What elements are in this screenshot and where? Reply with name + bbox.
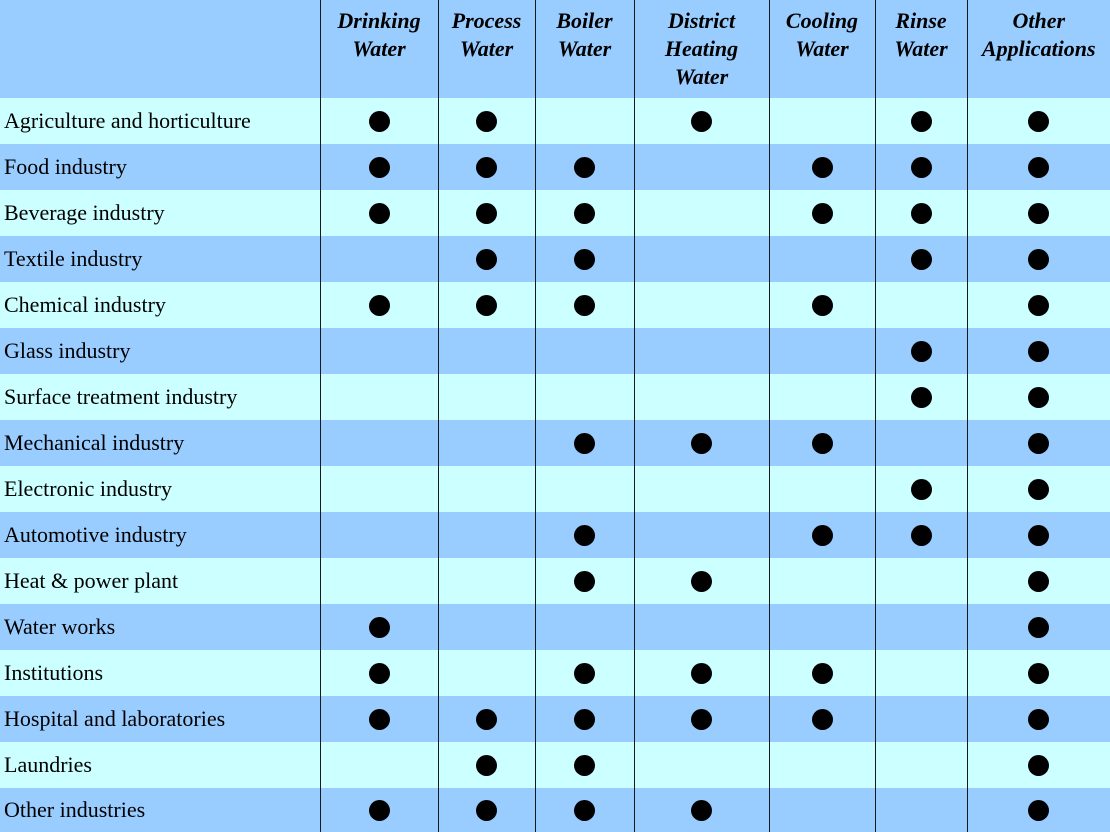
matrix-cell — [967, 236, 1110, 282]
filled-circle-icon — [1028, 295, 1049, 316]
matrix-cell — [769, 236, 875, 282]
matrix-cell — [875, 788, 967, 832]
filled-circle-icon — [1028, 203, 1049, 224]
table-row — [0, 236, 1110, 282]
matrix-cell — [967, 144, 1110, 190]
filled-circle-icon — [574, 663, 595, 684]
matrix-cell — [438, 328, 535, 374]
row-label: Textile industry — [0, 236, 320, 282]
matrix-cell — [875, 282, 967, 328]
row-label: Food industry — [0, 144, 320, 190]
matrix-cell — [967, 604, 1110, 650]
matrix-cell — [438, 190, 535, 236]
table-row — [0, 696, 1110, 742]
filled-circle-icon — [574, 755, 595, 776]
filled-circle-icon — [1028, 571, 1049, 592]
matrix-cell — [535, 650, 634, 696]
filled-circle-icon — [1028, 479, 1049, 500]
matrix-cell — [769, 328, 875, 374]
row-label: Water works — [0, 604, 320, 650]
matrix-cell — [967, 328, 1110, 374]
matrix-cell — [438, 558, 535, 604]
matrix-cell — [535, 696, 634, 742]
header-row — [0, 0, 1110, 98]
matrix-cell — [634, 604, 769, 650]
matrix-cell — [320, 512, 438, 558]
column-header — [769, 0, 875, 98]
matrix-cell — [634, 236, 769, 282]
filled-circle-icon — [574, 295, 595, 316]
filled-circle-icon — [1028, 755, 1049, 776]
matrix-cell — [875, 466, 967, 512]
column-header-line: Water — [352, 36, 406, 61]
matrix-cell — [438, 604, 535, 650]
matrix-cell — [875, 374, 967, 420]
matrix-cell — [535, 466, 634, 512]
matrix-cell — [634, 788, 769, 832]
matrix-cell — [634, 374, 769, 420]
row-label: Chemical industry — [0, 282, 320, 328]
matrix-cell — [320, 328, 438, 374]
matrix-cell — [634, 190, 769, 236]
filled-circle-icon — [476, 709, 497, 730]
matrix-cell — [875, 98, 967, 144]
filled-circle-icon — [911, 157, 932, 178]
matrix-cell — [634, 144, 769, 190]
filled-circle-icon — [369, 663, 390, 684]
matrix-cell — [634, 328, 769, 374]
matrix-cell — [438, 98, 535, 144]
table-row — [0, 650, 1110, 696]
row-label: Institutions — [0, 650, 320, 696]
column-header — [438, 0, 535, 98]
matrix-cell — [769, 604, 875, 650]
filled-circle-icon — [911, 111, 932, 132]
filled-circle-icon — [369, 203, 390, 224]
matrix-cell — [535, 282, 634, 328]
matrix-cell — [769, 650, 875, 696]
matrix-cell — [535, 190, 634, 236]
table-row — [0, 742, 1110, 788]
matrix-cell — [320, 282, 438, 328]
matrix-cell — [634, 696, 769, 742]
matrix-cell — [769, 696, 875, 742]
filled-circle-icon — [476, 203, 497, 224]
filled-circle-icon — [911, 479, 932, 500]
matrix-cell — [769, 742, 875, 788]
row-label: Other industries — [0, 788, 320, 832]
matrix-cell — [438, 788, 535, 832]
matrix-cell — [320, 236, 438, 282]
filled-circle-icon — [691, 663, 712, 684]
matrix-cell — [438, 650, 535, 696]
row-label: Laundries — [0, 742, 320, 788]
table-row — [0, 374, 1110, 420]
filled-circle-icon — [812, 433, 833, 454]
column-header-line: Boiler — [556, 8, 613, 33]
matrix-cell — [875, 696, 967, 742]
filled-circle-icon — [691, 433, 712, 454]
filled-circle-icon — [812, 203, 833, 224]
matrix-cell — [438, 374, 535, 420]
filled-circle-icon — [1028, 709, 1049, 730]
matrix-cell — [769, 144, 875, 190]
matrix-cell — [320, 788, 438, 832]
matrix-cell — [320, 420, 438, 466]
column-header-line: Rinse — [895, 8, 947, 33]
matrix-cell — [535, 144, 634, 190]
matrix-cell — [634, 420, 769, 466]
filled-circle-icon — [574, 571, 595, 592]
row-label: Heat & power plant — [0, 558, 320, 604]
filled-circle-icon — [574, 433, 595, 454]
matrix-cell — [320, 604, 438, 650]
matrix-cell — [535, 742, 634, 788]
matrix-cell — [769, 420, 875, 466]
matrix-cell — [438, 420, 535, 466]
filled-circle-icon — [691, 571, 712, 592]
matrix-cell — [875, 144, 967, 190]
column-header — [320, 0, 438, 98]
filled-circle-icon — [1028, 617, 1049, 638]
matrix-cell — [438, 512, 535, 558]
matrix-cell — [967, 190, 1110, 236]
table-row — [0, 328, 1110, 374]
matrix-cell — [320, 374, 438, 420]
filled-circle-icon — [1028, 341, 1049, 362]
matrix-cell — [634, 650, 769, 696]
filled-circle-icon — [369, 295, 390, 316]
filled-circle-icon — [911, 341, 932, 362]
matrix-cell — [535, 328, 634, 374]
filled-circle-icon — [1028, 111, 1049, 132]
matrix-cell — [967, 558, 1110, 604]
filled-circle-icon — [476, 249, 497, 270]
matrix-cell — [634, 558, 769, 604]
row-label: Surface treatment industry — [0, 374, 320, 420]
filled-circle-icon — [369, 800, 390, 821]
matrix-cell — [438, 144, 535, 190]
matrix-cell — [769, 98, 875, 144]
filled-circle-icon — [812, 663, 833, 684]
matrix-cell — [634, 282, 769, 328]
matrix-cell — [320, 650, 438, 696]
row-label: Beverage industry — [0, 190, 320, 236]
column-header-line: Water — [674, 64, 729, 89]
matrix-cell — [769, 788, 875, 832]
table-row — [0, 788, 1110, 832]
filled-circle-icon — [1028, 387, 1049, 408]
matrix-cell — [320, 696, 438, 742]
matrix-cell — [875, 742, 967, 788]
filled-circle-icon — [911, 387, 932, 408]
matrix-cell — [769, 282, 875, 328]
table-row — [0, 512, 1110, 558]
matrix-cell — [320, 98, 438, 144]
matrix-cell — [634, 512, 769, 558]
matrix-cell — [769, 512, 875, 558]
filled-circle-icon — [812, 525, 833, 546]
matrix-cell — [875, 604, 967, 650]
column-header-line: Applications — [981, 36, 1096, 61]
matrix-cell — [967, 420, 1110, 466]
row-label: Mechanical industry — [0, 420, 320, 466]
filled-circle-icon — [1028, 249, 1049, 270]
row-label: Automotive industry — [0, 512, 320, 558]
matrix-cell — [320, 190, 438, 236]
matrix-cell — [875, 236, 967, 282]
filled-circle-icon — [574, 249, 595, 270]
matrix-cell — [967, 98, 1110, 144]
filled-circle-icon — [1028, 525, 1049, 546]
matrix-cell — [438, 742, 535, 788]
matrix-cell — [967, 650, 1110, 696]
filled-circle-icon — [1028, 157, 1049, 178]
column-header-line: Cooling — [785, 8, 859, 33]
filled-circle-icon — [812, 295, 833, 316]
column-header-line: Other — [1012, 8, 1066, 33]
matrix-cell — [320, 558, 438, 604]
column-header — [967, 0, 1110, 98]
matrix-cell — [967, 512, 1110, 558]
matrix-cell — [535, 374, 634, 420]
matrix-cell — [634, 742, 769, 788]
matrix-cell — [438, 696, 535, 742]
filled-circle-icon — [911, 203, 932, 224]
column-header-line: Heating — [664, 36, 739, 61]
matrix-cell — [438, 282, 535, 328]
filled-circle-icon — [476, 157, 497, 178]
filled-circle-icon — [691, 111, 712, 132]
matrix-cell — [634, 466, 769, 512]
filled-circle-icon — [369, 111, 390, 132]
matrix-cell — [535, 236, 634, 282]
matrix-cell — [875, 650, 967, 696]
matrix-cell — [535, 788, 634, 832]
matrix-cell — [967, 742, 1110, 788]
column-header — [634, 0, 769, 98]
table-row — [0, 144, 1110, 190]
row-label: Hospital and laboratories — [0, 696, 320, 742]
matrix-cell — [535, 420, 634, 466]
matrix-cell — [875, 328, 967, 374]
filled-circle-icon — [911, 249, 932, 270]
filled-circle-icon — [369, 157, 390, 178]
column-header-line: Water — [795, 36, 849, 61]
filled-circle-icon — [691, 709, 712, 730]
filled-circle-icon — [812, 709, 833, 730]
filled-circle-icon — [574, 800, 595, 821]
filled-circle-icon — [1028, 663, 1049, 684]
filled-circle-icon — [476, 800, 497, 821]
column-header-line: Drinking — [337, 8, 421, 33]
filled-circle-icon — [1028, 433, 1049, 454]
matrix-cell — [535, 558, 634, 604]
table-row — [0, 466, 1110, 512]
matrix-cell — [967, 788, 1110, 832]
column-header-line: District — [667, 8, 736, 33]
matrix-cell — [769, 466, 875, 512]
filled-circle-icon — [574, 709, 595, 730]
filled-circle-icon — [476, 755, 497, 776]
matrix-cell — [535, 604, 634, 650]
matrix-cell — [438, 236, 535, 282]
column-header-line: Water — [894, 36, 948, 61]
matrix-cell — [320, 466, 438, 512]
matrix-cell — [535, 98, 634, 144]
table-row — [0, 604, 1110, 650]
matrix-cell — [320, 144, 438, 190]
filled-circle-icon — [369, 709, 390, 730]
matrix-cell — [967, 374, 1110, 420]
filled-circle-icon — [574, 525, 595, 546]
filled-circle-icon — [476, 111, 497, 132]
matrix-cell — [769, 374, 875, 420]
matrix-cell — [634, 98, 769, 144]
matrix-cell — [967, 466, 1110, 512]
column-header — [535, 0, 634, 98]
filled-circle-icon — [1028, 800, 1049, 821]
filled-circle-icon — [574, 157, 595, 178]
table-body — [0, 98, 1110, 832]
matrix-cell — [875, 190, 967, 236]
filled-circle-icon — [812, 157, 833, 178]
row-label: Glass industry — [0, 328, 320, 374]
matrix-cell — [320, 742, 438, 788]
table-row — [0, 420, 1110, 466]
matrix-cell — [535, 512, 634, 558]
matrix-cell — [438, 466, 535, 512]
matrix-cell — [769, 190, 875, 236]
table-row — [0, 282, 1110, 328]
matrix-cell — [875, 558, 967, 604]
matrix-cell — [875, 512, 967, 558]
matrix-cell — [769, 558, 875, 604]
column-header-line: Water — [557, 36, 612, 61]
filled-circle-icon — [691, 800, 712, 821]
row-label: Electronic industry — [0, 466, 320, 512]
filled-circle-icon — [574, 203, 595, 224]
matrix-cell — [967, 696, 1110, 742]
column-header-line: Water — [459, 36, 514, 61]
column-header — [875, 0, 967, 98]
filled-circle-icon — [369, 617, 390, 638]
header-corner — [0, 0, 320, 98]
table-row — [0, 558, 1110, 604]
filled-circle-icon — [911, 525, 932, 546]
table-row — [0, 98, 1110, 144]
matrix-cell — [875, 420, 967, 466]
column-header-line: Process — [451, 8, 522, 33]
row-label: Agriculture and horticulture — [0, 98, 320, 144]
matrix-cell — [967, 282, 1110, 328]
table-row — [0, 190, 1110, 236]
filled-circle-icon — [476, 295, 497, 316]
